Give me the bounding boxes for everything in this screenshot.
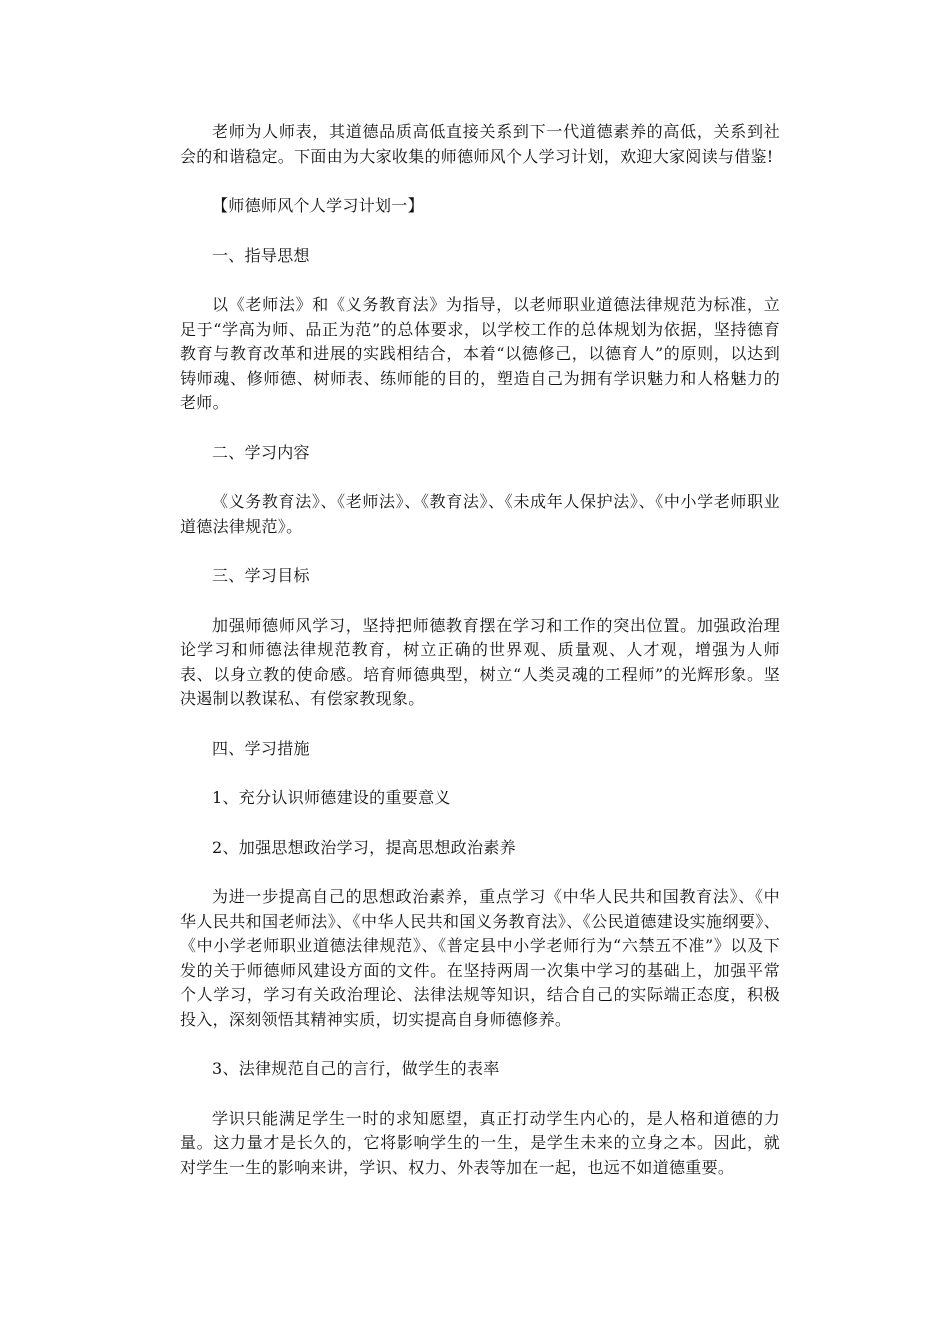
- measure3-heading: 3、法律规范自己的言行，做学生的表率: [212, 1059, 500, 1078]
- section3-body: 加强师德师风学习，坚持把师德教育摆在学习和工作的突出位置。加强政治理论学习和师德法律规范教育，树立正确的世界观、质量观、人才观，增强为人师表、以身立教的使命感。培育师德典型，树立“人类灵魂的工程师”的光辉形象。坚决遏制以教谋私、有偿家教现象。: [180, 615, 780, 708]
- section1-body: 以《老师法》和《义务教育法》为指导，以老师职业道德法律规范为标准，立足于“学高为师、品正为范”的总体要求，以学校工作的总体规划为依据，坚持德育教育与教育改革和进展的实践相结合，本着“以德修己，以德育人”的原则，以达到铸师魂、修师德、树师表、练师能的目的，塑造自己为拥有学识魅力和人格魅力的老师。: [180, 295, 780, 412]
- section4-heading: 四、学习措施: [212, 738, 310, 758]
- measure1-heading: 1、充分认识师德建设的重要意义: [212, 788, 451, 807]
- section2-body: 《义务教育法》、《老师法》、《教育法》、《未成年人保护法》、《中小学老师职业道德法律规范》。: [180, 492, 780, 536]
- measure3-body: 学识只能满足学生一时的求知愿望，真正打动学生内心的，是人格和道德的力量。这力量才是长久的，它将影响学生的一生，是学生未来的立身之本。因此，就对学生一生的影响来讲，学识、权力、外表等加在一起，也远不如道德重要。: [180, 1108, 780, 1177]
- plan-title: 【师德师风个人学习计划一】: [212, 196, 424, 215]
- section3-heading: 三、学习目标: [212, 566, 310, 585]
- measure2-body: 为进一步提高自己的思想政治素养，重点学习《中华人民共和国教育法》、《中华人民共和国老师法》、《中华人民共和国义务教育法》、《公民道德建设实施纲要》、《中小学老师职业道德法律规范》、《普定县中小学老师行为“六禁五不准”》以及下发的关于师德师风建设方面的文件。在坚持两周一次集中学习的基础上，加强平常个人学习，学习有关政治理论、法律法规等知识，结合自己的实际端正态度，积极投入，深刻领悟其精神实质，切实提高自身师德修养。: [180, 887, 780, 1029]
- section1-heading: 一、指导思想: [212, 245, 310, 265]
- section2-heading: 二、学习内容: [212, 442, 310, 462]
- measure2-heading: 2、加强思想政治学习，提高思想政治素养: [212, 837, 516, 857]
- intro-paragraph: 老师为人师表，其道德品质高低直接关系到下一代道德素养的高低，关系到社会的和谐稳定。下面由为大家收集的师德师风个人学习计划，欢迎大家阅读与借鉴!: [180, 122, 780, 166]
- document-body: [180, 120, 780, 1180]
